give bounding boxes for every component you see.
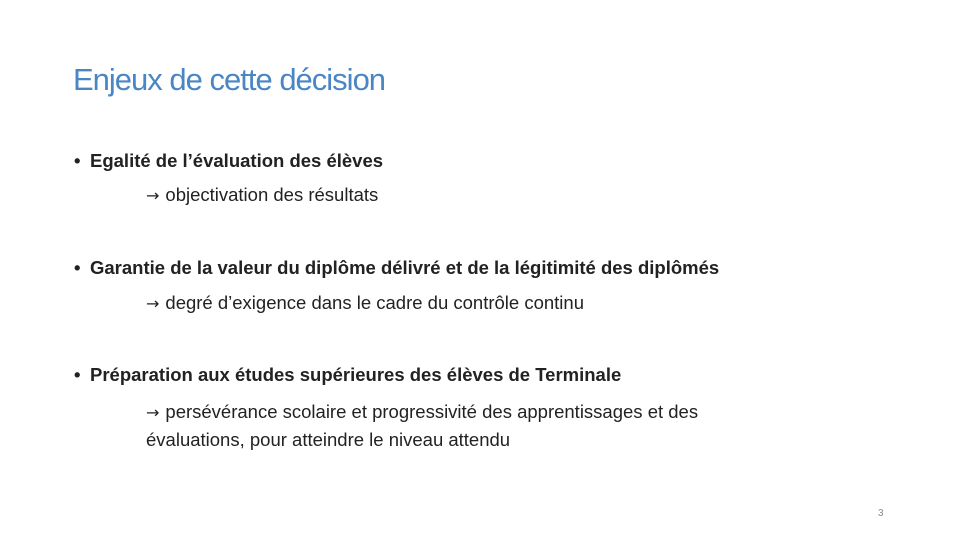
bullet-detail-text: objectivation des résultats xyxy=(165,184,379,205)
arrow-right-icon: → xyxy=(146,294,160,313)
bullet-item-1 xyxy=(74,150,383,172)
bullet-detail-1 xyxy=(146,181,378,209)
bullet-detail-2 xyxy=(146,289,584,317)
bullet-heading: Préparation aux études supérieures des élèves de Terminale xyxy=(90,364,622,385)
bullet-detail-3 xyxy=(146,398,698,453)
bullet-heading: Garantie de la valeur du diplôme délivré et de la légitimité des diplômés xyxy=(90,257,720,278)
bullet-dot-icon: • xyxy=(74,257,81,278)
page-number: 3 xyxy=(878,508,884,519)
bullet-dot-icon: • xyxy=(74,364,81,385)
slide-title: Enjeux de cette décision xyxy=(73,62,386,97)
bullet-dot-icon: • xyxy=(74,150,81,171)
bullet-detail-text: degré d’exigence dans le cadre du contrôle continu xyxy=(165,292,584,313)
arrow-right-icon: → xyxy=(146,403,160,422)
bullet-item-2 xyxy=(74,257,719,279)
bullet-detail-text: persévérance scolaire et progressivité des apprentissages et des xyxy=(165,401,699,422)
bullet-heading: Egalité de l’évaluation des élèves xyxy=(90,150,384,171)
bullet-detail-continuation: évaluations, pour atteindre le niveau attendu xyxy=(146,429,511,450)
arrow-right-icon: → xyxy=(146,186,160,205)
bullet-item-3 xyxy=(74,364,621,386)
